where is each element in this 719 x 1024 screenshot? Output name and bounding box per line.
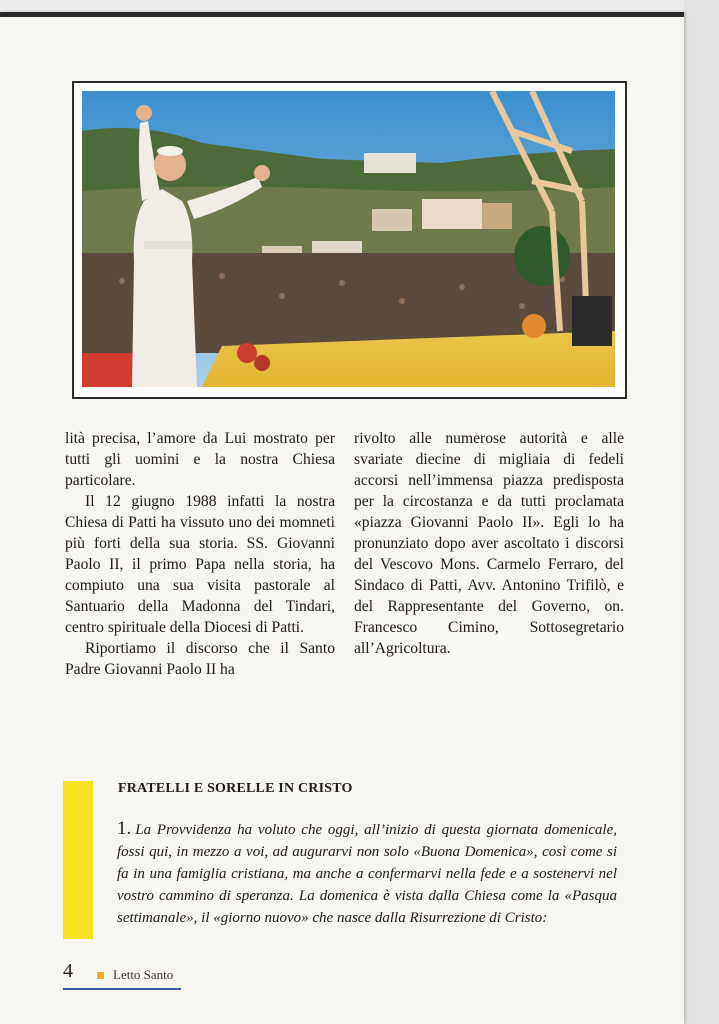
article-right-column: [354, 428, 624, 659]
magazine-name: Letto Santo: [113, 967, 174, 982]
speech-text: La Provvidenza ha voluto che oggi, all’inizio di questa giornata domenicale, fossi qui, in mezzo a voi, ad augurarvi non solo «Buona Domenica», così come si fa in una famiglia cristiana, ma anche a confermarvi nella fede e a sostenervi nel vostro cammino di speranza. La domenica è vista dalla Chiesa come la «Pasqua settimanale», il «giorno nuovo» che nasce dalla Risurrezione di Cristo:: [117, 822, 617, 926]
pope-blessing-crowd-photo-icon: [82, 91, 615, 387]
article-paragraph: rivolto alle numerose autorità e alle svariate diecine di migliaia di fedeli accorsi nell’immensa piazza predisposta per la circostanza e da tutti proclamata «piazza Giovanni Paolo II». Egli lo ha pronunziato dopo aver ascoltato i discorsi del Vescovo Mons. Carmelo Ferraro, del Sindaco di Patti, Avv. Antonino Trifilò, e del Rappresentante del Governo, on. Francesco Cimino, Sottosegretario all’Agricoltura.: [354, 430, 624, 657]
page-footer: [63, 960, 183, 992]
section-title: FRATELLI E SORELLE IN CRISTO: [118, 781, 353, 796]
top-rule: [0, 12, 684, 17]
article-paragraph: lità precisa, l’amore da Lui mostrato per tutti gli uomini e la nostra Chiesa particolare.: [65, 430, 335, 489]
square-bullet-icon: [97, 972, 104, 979]
photo-frame: [72, 81, 627, 399]
paragraph-number: 1.: [117, 818, 132, 839]
article-paragraph: Il 12 giugno 1988 infatti la nostra Chiesa di Patti ha vissuto uno dei momneti più forti della sua storia. SS. Giovanni Paolo II, il primo Papa nella storia, ha compiuto una sua visita pastorale al Santuario della Madonna del Tindari, centro spirituale della Diocesi di Patti.: [65, 493, 335, 636]
speech-excerpt: [117, 818, 617, 929]
page-edge: [684, 0, 719, 1024]
accent-bar: [63, 781, 93, 939]
page-number: 4: [63, 960, 73, 982]
article-left-column: [65, 428, 335, 680]
pope-photo: [82, 91, 615, 387]
footer-rule: [63, 988, 181, 990]
article-paragraph: Riportiamo il discorso che il Santo Padre Giovanni Paolo II ha: [65, 640, 335, 678]
